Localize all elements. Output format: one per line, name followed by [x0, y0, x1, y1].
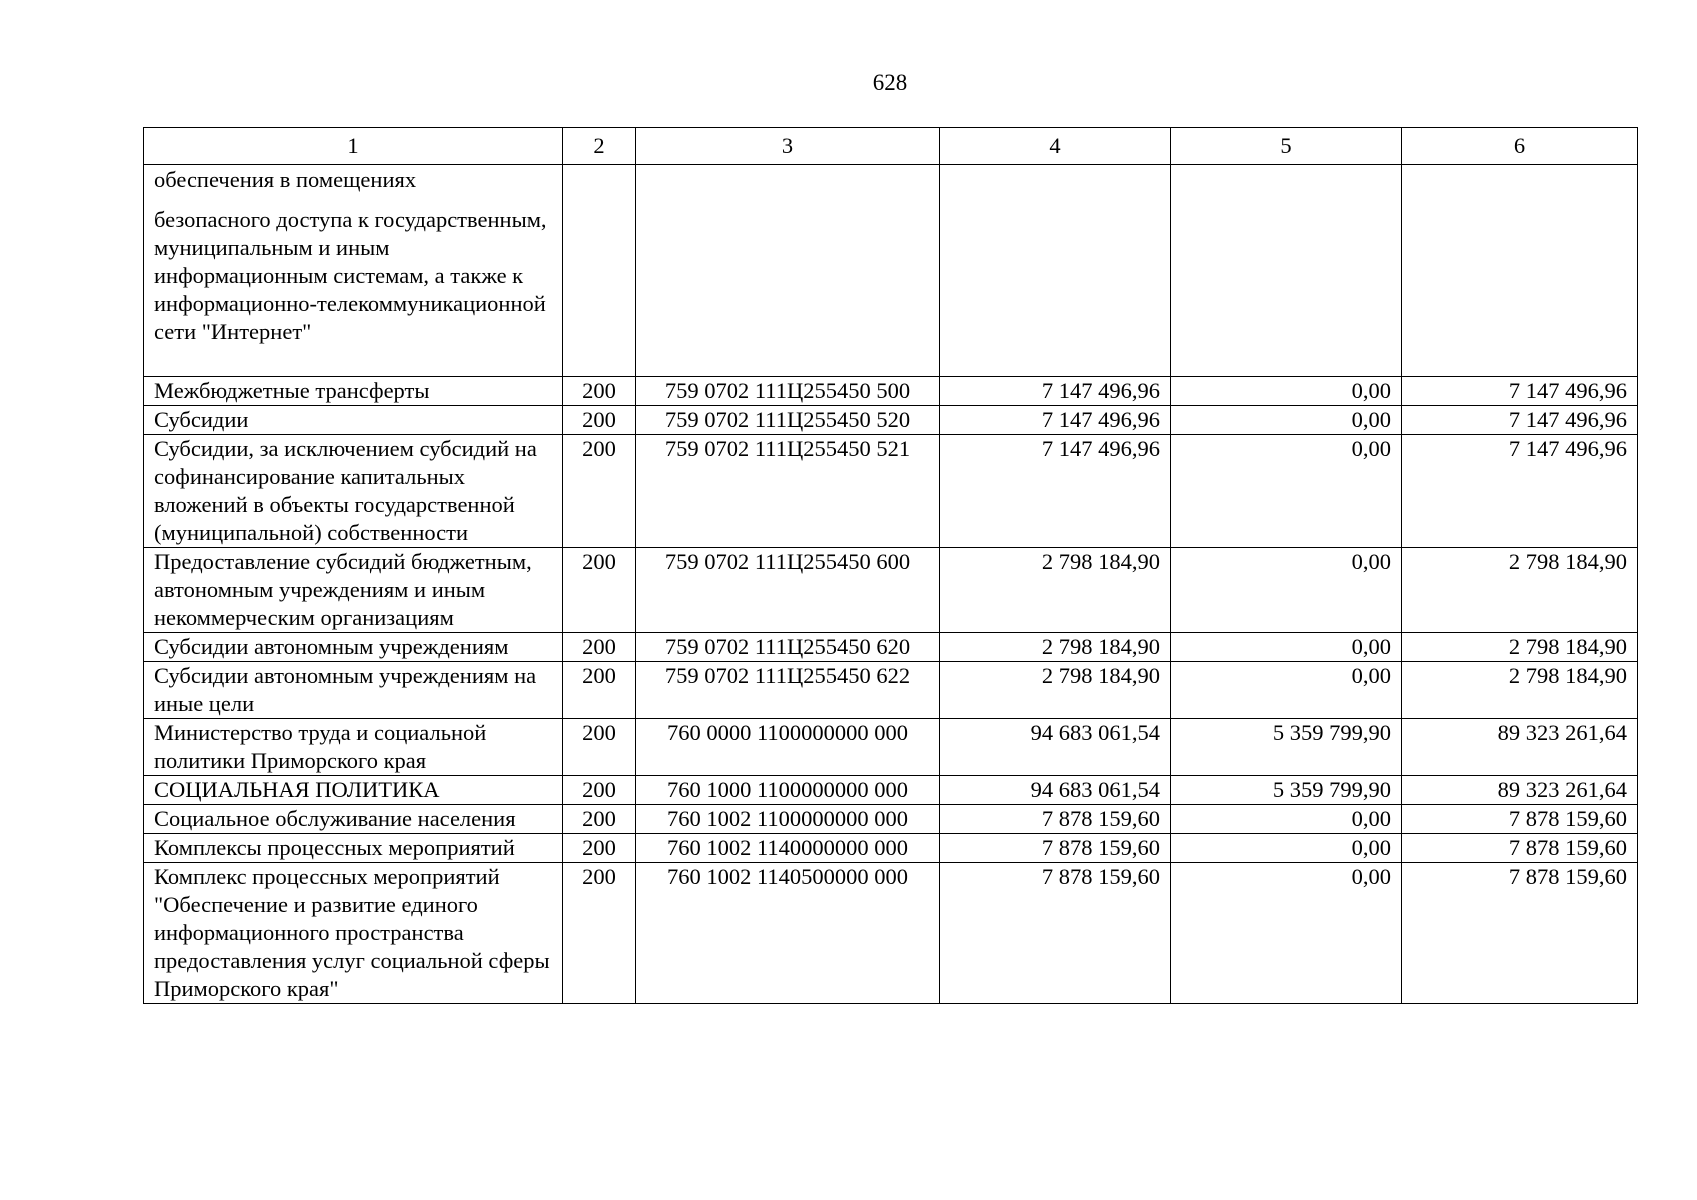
row-amount-col4-cell: 94 683 061,54	[940, 719, 1171, 776]
row-classification-code-cell: 760 1002 1100000000 000	[636, 805, 940, 834]
table-body	[144, 377, 1638, 1004]
row-amount-col4-cell: 7 878 159,60	[940, 805, 1171, 834]
row-classification-code-cell: 759 0702 111Ц255450 620	[636, 633, 940, 662]
row-classification-code-cell: 760 0000 1100000000 000	[636, 719, 940, 776]
row-classification-code-cell: 759 0702 111Ц255450 500	[636, 377, 940, 406]
column-header-1: 1	[144, 128, 563, 165]
row-name-cell: Социальное обслуживание населения	[144, 805, 563, 834]
row-amount-col6-cell: 7 147 496,96	[1402, 435, 1638, 548]
row-code-cell: 200	[563, 633, 636, 662]
row-code-cell: 200	[563, 548, 636, 633]
row-classification-code-cell: 760 1002 1140000000 000	[636, 834, 940, 863]
row-amount-col6-cell: 7 878 159,60	[1402, 834, 1638, 863]
table-row	[144, 719, 1638, 776]
continuation-cell	[144, 165, 563, 377]
row-name-cell: Субсидии автономным учреждениям	[144, 633, 563, 662]
row-amount-col5-cell: 0,00	[1171, 805, 1402, 834]
row-classification-code-cell: 760 1002 1140500000 000	[636, 863, 940, 1004]
row-classification-code-cell: 759 0702 111Ц255450 521	[636, 435, 940, 548]
row-amount-col5-cell: 5 359 799,90	[1171, 776, 1402, 805]
row-code-cell: 200	[563, 406, 636, 435]
empty-cell	[1402, 165, 1638, 377]
row-amount-col4-cell: 7 878 159,60	[940, 863, 1171, 1004]
row-amount-col6-cell: 89 323 261,64	[1402, 776, 1638, 805]
row-amount-col6-cell: 2 798 184,90	[1402, 633, 1638, 662]
row-name-cell: Субсидии, за исключением субсидий на софинансирование капитальных вложений в объекты государственной (муниципальной) собственности	[144, 435, 563, 548]
row-classification-code-cell: 759 0702 111Ц255450 622	[636, 662, 940, 719]
continuation-line-1: обеспечения в помещениях	[154, 167, 417, 192]
table-row	[144, 633, 1638, 662]
page-number: 628	[872, 70, 908, 95]
row-amount-col5-cell: 0,00	[1171, 406, 1402, 435]
row-code-cell: 200	[563, 662, 636, 719]
table-row	[144, 406, 1638, 435]
row-name-cell: Межбюджетные трансферты	[144, 377, 563, 406]
table-row	[144, 377, 1638, 406]
table-row-continuation	[144, 165, 1638, 377]
row-classification-code-cell: 760 1000 1100000000 000	[636, 776, 940, 805]
table-row	[144, 805, 1638, 834]
table-row	[144, 662, 1638, 719]
row-name-cell: Субсидии автономным учреждениям на иные цели	[144, 662, 563, 719]
table-row	[144, 435, 1638, 548]
row-classification-code-cell: 759 0702 111Ц255450 600	[636, 548, 940, 633]
row-name-cell: Комплексы процессных мероприятий	[144, 834, 563, 863]
row-name-cell: СОЦИАЛЬНАЯ ПОЛИТИКА	[144, 776, 563, 805]
row-amount-col5-cell: 5 359 799,90	[1171, 719, 1402, 776]
row-amount-col5-cell: 0,00	[1171, 863, 1402, 1004]
row-amount-col4-cell: 2 798 184,90	[940, 548, 1171, 633]
row-name-cell: Предоставление субсидий бюджетным, автономным учреждениям и иным некоммерческим организациям	[144, 548, 563, 633]
continuation-line-2: безопасного доступа к государственным, муниципальным и иным информационным системам, а также к информационно-телекоммуникационной сети "Интернет"	[154, 207, 547, 344]
row-code-cell: 200	[563, 776, 636, 805]
column-header-6: 6	[1402, 128, 1638, 165]
row-amount-col5-cell: 0,00	[1171, 435, 1402, 548]
row-code-cell: 200	[563, 377, 636, 406]
row-code-cell: 200	[563, 435, 636, 548]
table-row	[144, 776, 1638, 805]
row-amount-col4-cell: 7 147 496,96	[940, 406, 1171, 435]
row-amount-col6-cell: 7 147 496,96	[1402, 406, 1638, 435]
row-amount-col5-cell: 0,00	[1171, 548, 1402, 633]
row-amount-col4-cell: 7 878 159,60	[940, 834, 1171, 863]
row-name-cell: Министерство труда и социальной политики Приморского края	[144, 719, 563, 776]
row-amount-col5-cell: 0,00	[1171, 377, 1402, 406]
row-amount-col4-cell: 94 683 061,54	[940, 776, 1171, 805]
row-amount-col6-cell: 2 798 184,90	[1402, 662, 1638, 719]
column-header-4: 4	[940, 128, 1171, 165]
row-name-cell: Субсидии	[144, 406, 563, 435]
row-amount-col4-cell: 2 798 184,90	[940, 633, 1171, 662]
table-row	[144, 863, 1638, 1004]
row-amount-col6-cell: 2 798 184,90	[1402, 548, 1638, 633]
row-code-cell: 200	[563, 805, 636, 834]
row-amount-col4-cell: 7 147 496,96	[940, 435, 1171, 548]
row-code-cell: 200	[563, 834, 636, 863]
budget-table	[143, 127, 1638, 1004]
row-amount-col6-cell: 7 147 496,96	[1402, 377, 1638, 406]
empty-cell	[1171, 165, 1402, 377]
table-row	[144, 548, 1638, 633]
table-header-row	[144, 128, 1638, 165]
column-header-5: 5	[1171, 128, 1402, 165]
row-amount-col4-cell: 7 147 496,96	[940, 377, 1171, 406]
table-row	[144, 834, 1638, 863]
row-amount-col5-cell: 0,00	[1171, 633, 1402, 662]
row-amount-col6-cell: 7 878 159,60	[1402, 863, 1638, 1004]
row-amount-col5-cell: 0,00	[1171, 834, 1402, 863]
row-amount-col5-cell: 0,00	[1171, 662, 1402, 719]
empty-cell	[940, 165, 1171, 377]
row-name-cell: Комплекс процессных мероприятий "Обеспечение и развитие единого информационного пространства предоставления услуг социальной сферы Приморского края"	[144, 863, 563, 1004]
row-classification-code-cell: 759 0702 111Ц255450 520	[636, 406, 940, 435]
column-header-3: 3	[636, 128, 940, 165]
row-amount-col6-cell: 7 878 159,60	[1402, 805, 1638, 834]
row-amount-col4-cell: 2 798 184,90	[940, 662, 1171, 719]
column-header-2: 2	[563, 128, 636, 165]
row-amount-col6-cell: 89 323 261,64	[1402, 719, 1638, 776]
row-code-cell: 200	[563, 719, 636, 776]
empty-cell	[563, 165, 636, 377]
empty-cell	[636, 165, 940, 377]
row-code-cell: 200	[563, 863, 636, 1004]
